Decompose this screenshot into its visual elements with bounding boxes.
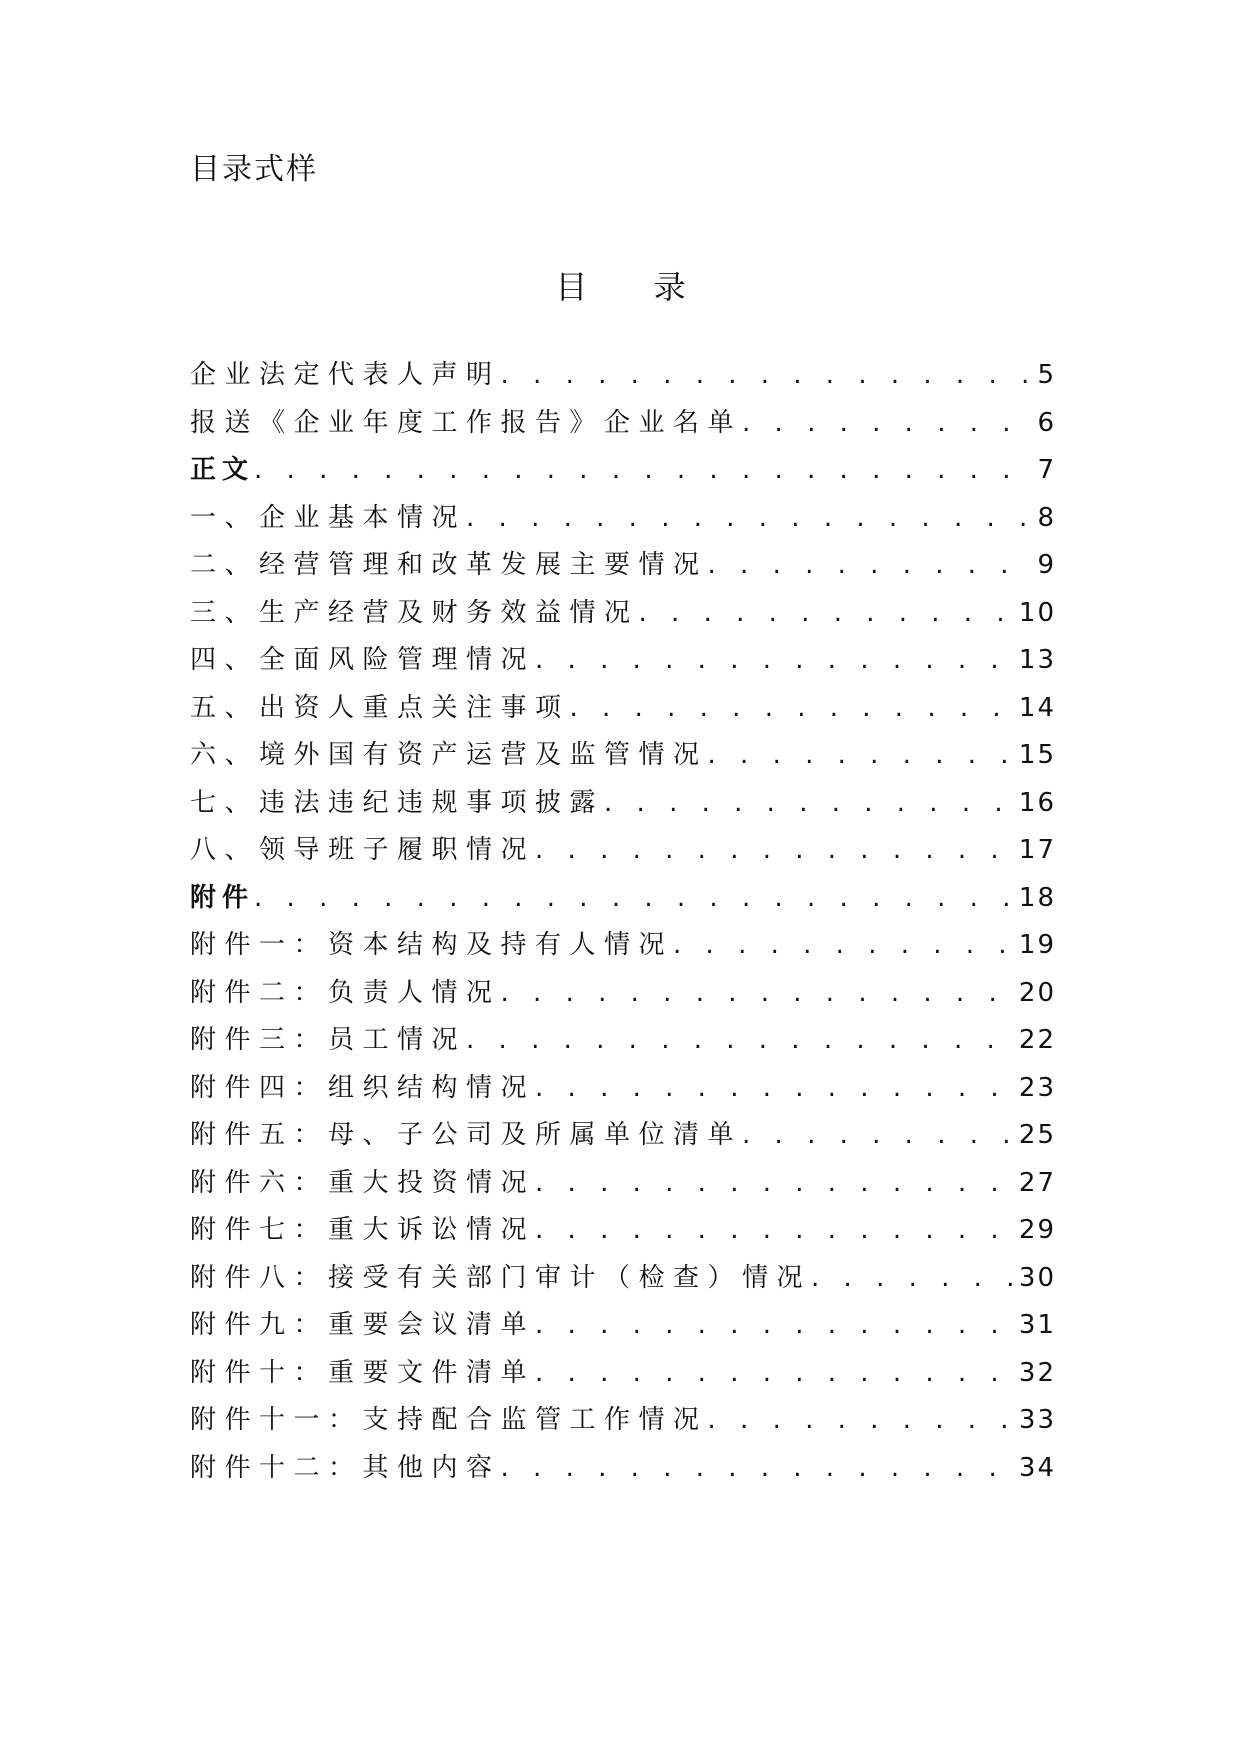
toc-dot-leader <box>535 637 1015 685</box>
toc-entry-label: 附件 <box>190 882 255 913</box>
toc-entry-page-number: 17 <box>1018 835 1056 865</box>
toc-entry-page-number: 19 <box>1018 930 1056 960</box>
toc-entry[interactable] <box>190 1112 1056 1160</box>
toc-entry[interactable] <box>190 447 1056 495</box>
toc-dot-leader <box>742 1112 1015 1160</box>
toc-entry-page-number: 25 <box>1018 1120 1056 1150</box>
toc-dot-leader <box>501 1445 1015 1493</box>
toc-entry-label: 报送《企业年度工作报告》企业名单 <box>190 407 743 438</box>
toc-entry-label: 附件九：重要会议清单 <box>190 1310 536 1340</box>
toc-entry-label: 附件三：员工情况 <box>190 1025 467 1055</box>
toc-entry-page-number: 34 <box>1018 1452 1056 1483</box>
toc-entry-page-number: 16 <box>1018 787 1056 818</box>
toc-dot-leader <box>639 590 1015 638</box>
toc-entry-label: 八、领导班子履职情况 <box>190 835 536 865</box>
toc-entry-page-number: 7 <box>1037 455 1056 485</box>
toc-entry-page-number: 10 <box>1018 597 1056 628</box>
toc-entry-page-number: 6 <box>1037 407 1056 438</box>
toc-entry-label: 附件一：资本结构及持有人情况 <box>190 930 674 960</box>
toc-entry-label: 附件十：重要文件清单 <box>190 1357 536 1388</box>
toc-entry-label: 三、生产经营及财务效益情况 <box>190 597 639 628</box>
toc-dot-leader <box>535 1350 1015 1398</box>
toc-entry-page-number: 31 <box>1018 1310 1056 1340</box>
toc-entry[interactable] <box>190 1445 1056 1493</box>
toc-entry-page-number: 27 <box>1018 1167 1056 1198</box>
toc-dot-leader <box>466 1017 1015 1065</box>
toc-entry-page-number: 15 <box>1018 740 1056 770</box>
toc-entry[interactable] <box>190 542 1056 590</box>
toc-entry[interactable] <box>190 400 1056 448</box>
toc-entry-page-number: 9 <box>1037 550 1056 580</box>
toc-entry-page-number: 5 <box>1037 360 1056 390</box>
toc-dot-leader <box>535 1207 1015 1255</box>
toc-entry[interactable] <box>190 970 1056 1018</box>
toc-entry[interactable] <box>190 732 1056 780</box>
toc-entry[interactable] <box>190 1255 1056 1303</box>
toc-entry-label: 四、全面风险管理情况 <box>190 645 536 675</box>
toc-dot-leader <box>535 1065 1015 1113</box>
toc-entry[interactable] <box>190 780 1056 828</box>
toc-entry-page-number: 22 <box>1018 1025 1056 1055</box>
toc-entry-page-number: 23 <box>1018 1072 1056 1103</box>
toc-entry[interactable] <box>190 827 1056 875</box>
toc-entry-label: 附件七：重大诉讼情况 <box>190 1215 536 1245</box>
toc-entry[interactable] <box>190 352 1056 400</box>
page-heading: 目录式样 <box>190 152 318 187</box>
toc-entry-page-number: 32 <box>1018 1357 1056 1388</box>
toc-entry-label: 附件六：重大投资情况 <box>190 1167 536 1198</box>
toc-dot-leader <box>535 827 1015 875</box>
toc-entry-label: 附件十二：其他内容 <box>190 1452 501 1483</box>
toc-dot-leader <box>604 780 1015 828</box>
toc-dot-leader <box>708 542 1034 590</box>
toc-entry-label: 一、企业基本情况 <box>190 502 467 533</box>
toc-entry[interactable] <box>190 495 1056 543</box>
toc-entry-label: 七、违法违纪违规事项披露 <box>190 787 605 818</box>
toc-entry-page-number: 33 <box>1018 1405 1056 1435</box>
toc-dot-leader <box>535 1160 1015 1208</box>
toc-entry-label: 附件十一：支持配合监管工作情况 <box>190 1405 708 1435</box>
toc-entry-label: 附件五：母、子公司及所属单位清单 <box>190 1120 743 1150</box>
toc-entry-page-number: 14 <box>1018 692 1056 723</box>
toc-dot-leader <box>501 970 1015 1018</box>
toc-entry[interactable] <box>190 1160 1056 1208</box>
toc-entry-page-number: 30 <box>1018 1262 1056 1293</box>
toc-entry[interactable] <box>190 590 1056 638</box>
toc-entry-page-number: 18 <box>1018 882 1056 913</box>
toc-entry[interactable] <box>190 922 1056 970</box>
toc-dot-leader <box>708 732 1015 780</box>
toc-entry[interactable] <box>190 1350 1056 1398</box>
toc-entry[interactable] <box>190 1302 1056 1350</box>
toc-entry[interactable] <box>190 1397 1056 1445</box>
toc-entry-label: 企业法定代表人声明 <box>190 360 501 390</box>
table-of-contents <box>190 352 1056 1492</box>
toc-entry-label: 六、境外国有资产运营及监管情况 <box>190 740 708 770</box>
toc-dot-leader <box>811 1255 1015 1303</box>
toc-entry[interactable] <box>190 637 1056 685</box>
toc-entry-label: 正文 <box>190 455 255 485</box>
toc-entry-page-number: 20 <box>1018 977 1056 1008</box>
toc-entry-label: 五、出资人重点关注事项 <box>190 692 570 723</box>
toc-dot-leader <box>254 875 1015 923</box>
toc-title: 目 录 <box>555 268 714 306</box>
toc-entry[interactable] <box>190 685 1056 733</box>
toc-dot-leader <box>535 1302 1015 1350</box>
toc-entry-label: 附件二：负责人情况 <box>190 977 501 1008</box>
toc-entry-page-number: 8 <box>1037 502 1056 533</box>
toc-dot-leader <box>501 352 1034 400</box>
toc-entry[interactable] <box>190 1065 1056 1113</box>
toc-dot-leader <box>570 685 1015 733</box>
toc-entry[interactable] <box>190 875 1056 923</box>
toc-dot-leader <box>673 922 1015 970</box>
toc-dot-leader <box>708 1397 1015 1445</box>
toc-entry[interactable] <box>190 1017 1056 1065</box>
toc-entry-label: 附件八：接受有关部门审计（检查）情况 <box>190 1262 812 1293</box>
toc-dot-leader <box>254 447 1033 495</box>
toc-entry-label: 二、经营管理和改革发展主要情况 <box>190 550 708 580</box>
toc-dot-leader <box>742 400 1033 448</box>
toc-entry-label: 附件四：组织结构情况 <box>190 1072 536 1103</box>
toc-entry-page-number: 29 <box>1018 1215 1056 1245</box>
toc-dot-leader <box>466 495 1033 543</box>
toc-entry[interactable] <box>190 1207 1056 1255</box>
toc-entry-page-number: 13 <box>1018 645 1056 675</box>
